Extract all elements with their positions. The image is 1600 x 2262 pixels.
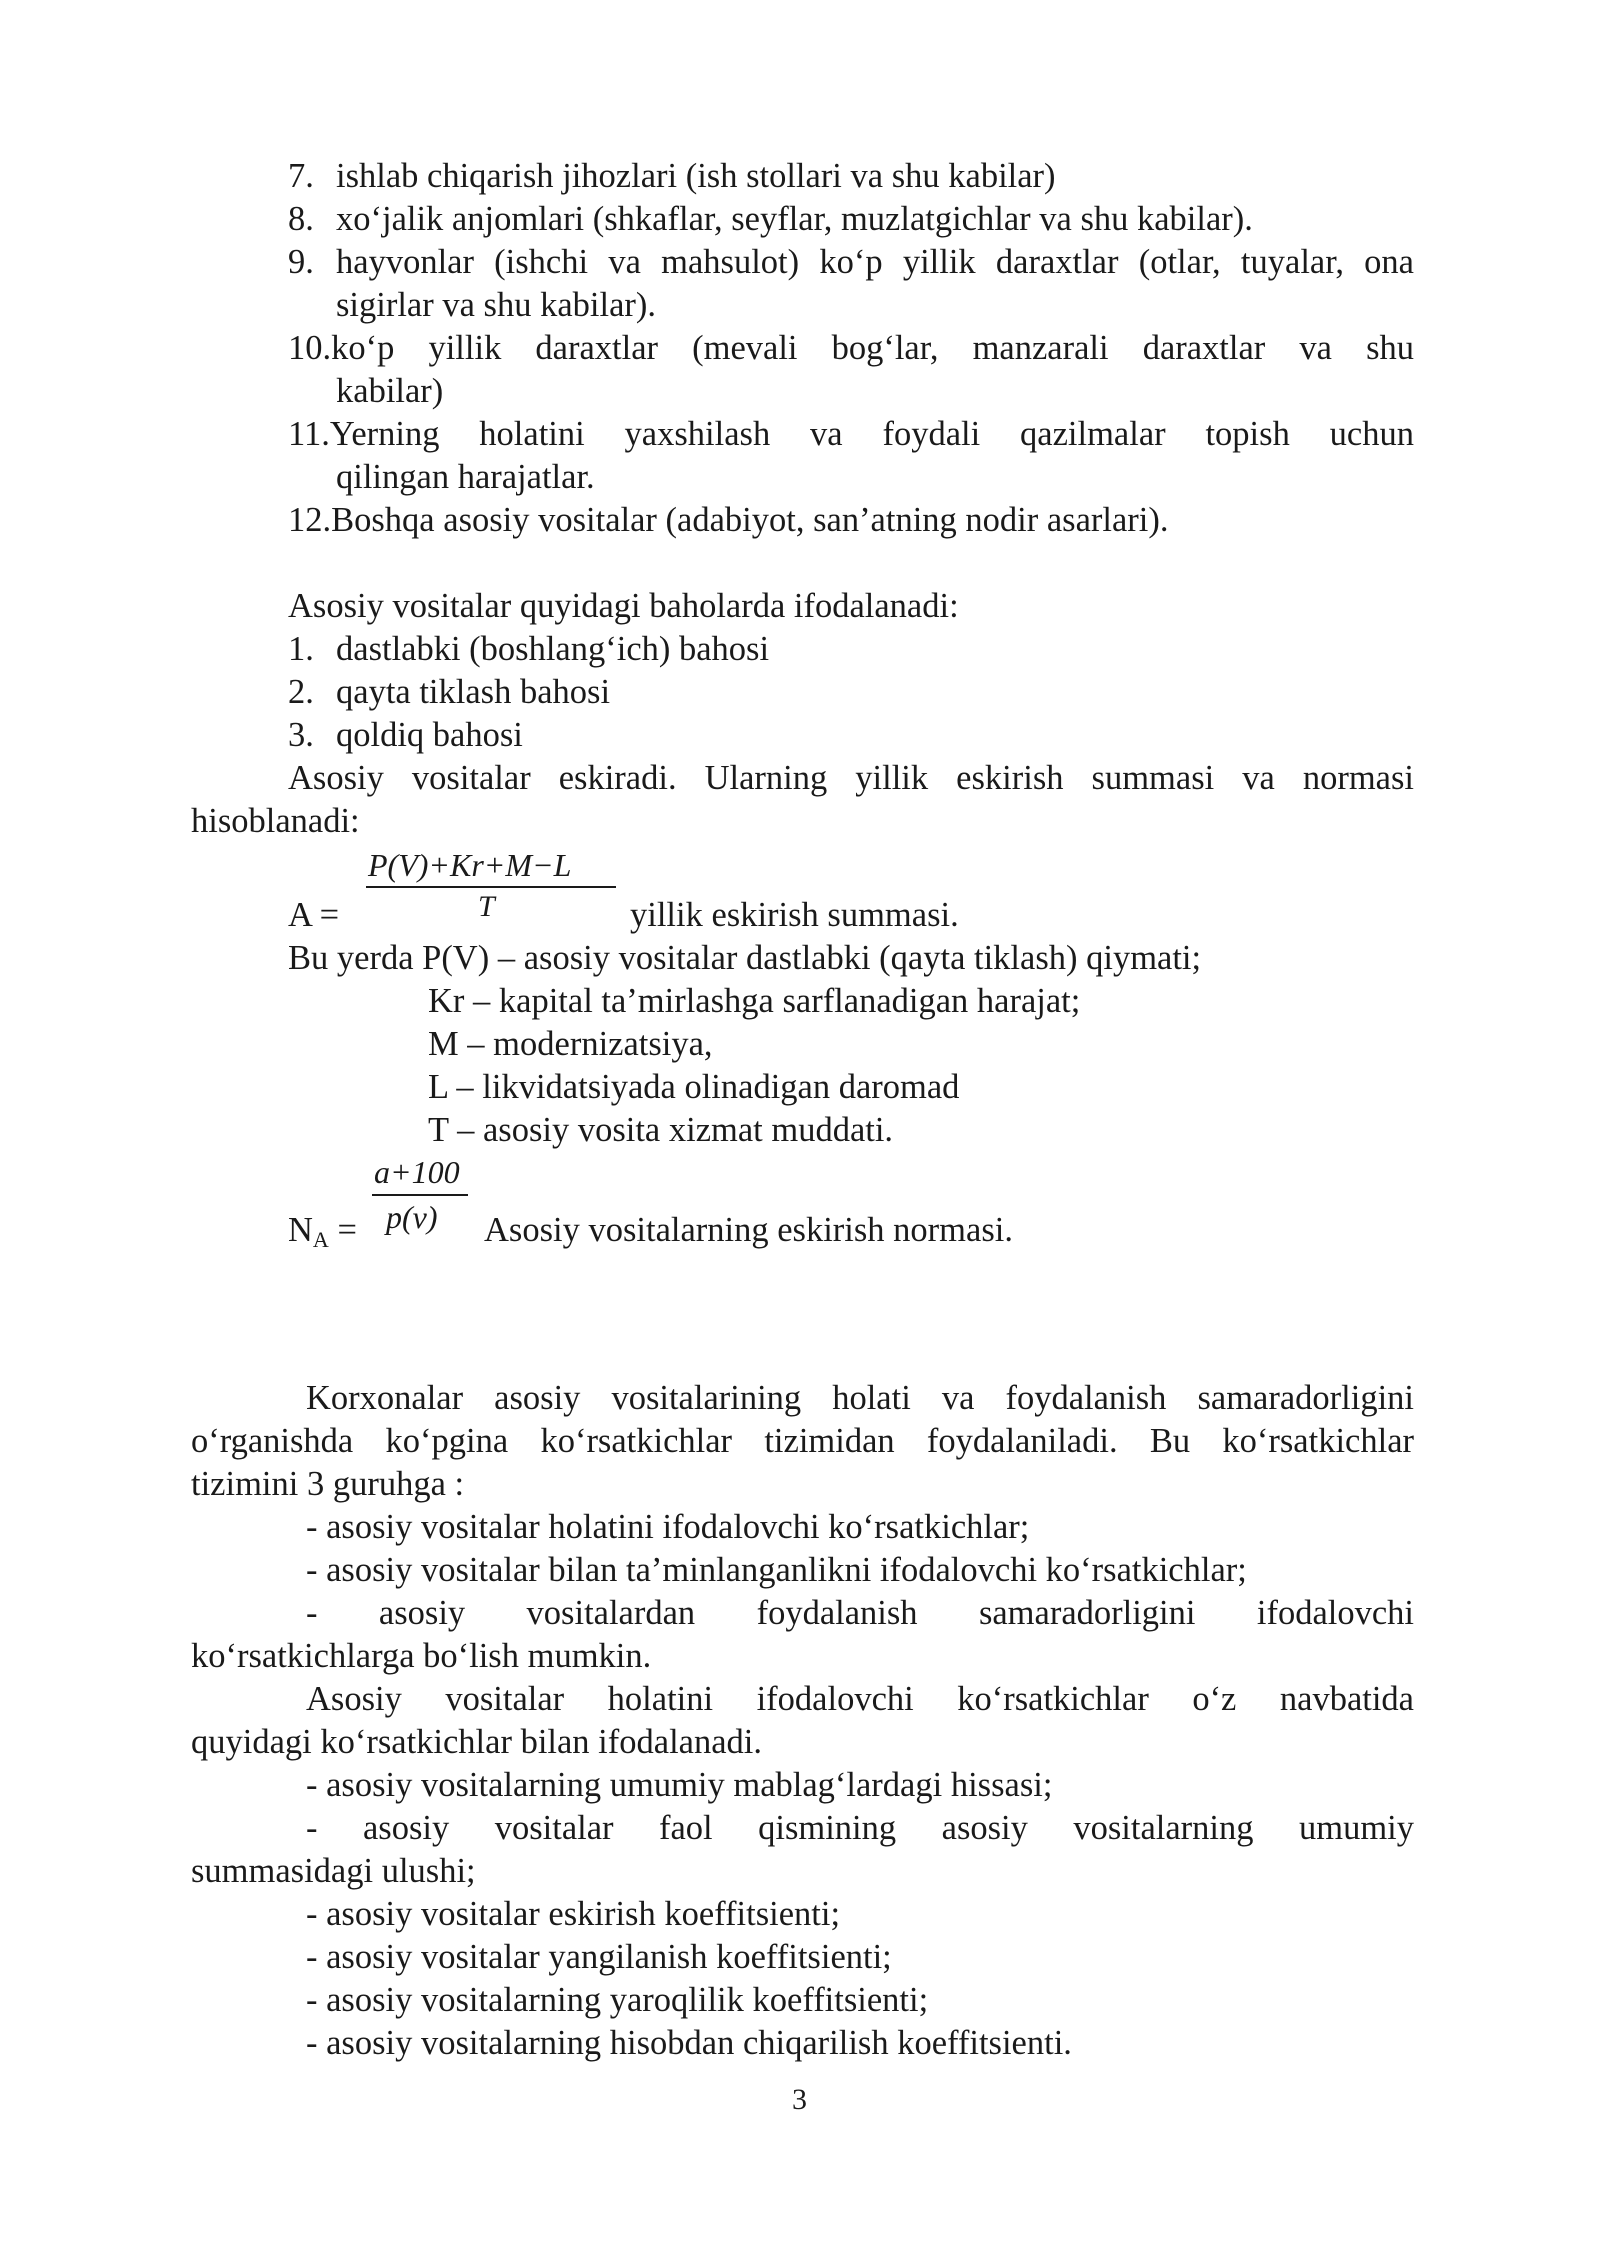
list-item: 9. hayvonlar (ishchi va mahsulot) ko‘p yillik daraxtlar (otlar, tuyalar, ona [288, 243, 1414, 281]
list-item-continuation: summasidagi ulushi; [191, 1852, 476, 1890]
list-item: - asosiy vositalar eskirish koeffitsienti; [306, 1895, 841, 1933]
list-item: - asosiy vositalarning umumiy mablag‘lardagi hissasi; [306, 1766, 1053, 1804]
list-item: 10.ko‘p yillik daraxtlar (mevali bog‘lar, manzarali daraxtlar va shu [288, 329, 1414, 367]
formula-legend-item: L – likvidatsiyada olinadigan daromad [428, 1068, 960, 1106]
formula-legend-item: M – modernizatsiya, [428, 1025, 713, 1063]
page-number: 3 [792, 2083, 807, 2116]
list-item-continuation: sigirlar va shu kabilar). [336, 286, 656, 324]
list-item: 11.Yerning holatini yaxshilash va foydali qazilmalar topish uchun [288, 415, 1414, 453]
list-item: - asosiy vositalarning yaroqlilik koeffitsienti; [306, 1981, 929, 2019]
paragraph-baholar-intro: Asosiy vositalar quyidagi baholarda ifodalanadi: [288, 587, 959, 625]
formula-numerator: a+100 [374, 1154, 460, 1190]
list-item: 12.Boshqa asosiy vositalar (adabiyot, san’atning nodir asarlari). [288, 501, 1169, 539]
list-item: 8. xo‘jalik anjomlari (shkaflar, seyflar, muzlatgichlar va shu kabilar). [288, 200, 1253, 238]
formula-lhs: A = [288, 896, 340, 934]
list-item: - asosiy vositalar bilan ta’minlanganlikni ifodalovchi ko‘rsatkichlar; [306, 1551, 1247, 1589]
list-item-continuation: qilingan harajatlar. [336, 458, 595, 496]
fraction-line [366, 886, 616, 888]
formula-legend-item: T – asosiy vosita xizmat muddati. [428, 1111, 894, 1149]
formula-legend-intro: Bu yerda P(V) – asosiy vositalar dastlabki (qayta tiklash) qiymati; [288, 939, 1202, 977]
formula-legend-item: Kr – kapital ta’mirlashga sarflanadigan harajat; [428, 982, 1081, 1020]
list-item-continuation: ko‘rsatkichlarga bo‘lish mumkin. [191, 1637, 652, 1675]
list-item: 1. dastlabki (boshlang‘ich) bahosi [288, 630, 770, 668]
paragraph-korxona: o‘rganishda ko‘pgina ko‘rsatkichlar tizimidan foydalaniladi. Bu ko‘rsatkichlar [191, 1422, 1414, 1460]
list-item: - asosiy vositalardan foydalanish samaradorligini ifodalovchi [306, 1594, 1414, 1632]
formula-denominator: p(v) [386, 1199, 438, 1235]
fraction-line [372, 1194, 468, 1196]
paragraph-eskirish-cont: hisoblanadi: [191, 802, 360, 840]
list-item: - asosiy vositalar faol qismining asosiy vositalarning umumiy [306, 1809, 1414, 1847]
formula-caption: Asosiy vositalarning eskirish normasi. [484, 1211, 1013, 1249]
paragraph-holat: Asosiy vositalar holatini ifodalovchi ko‘rsatkichlar o‘z navbatida [306, 1680, 1414, 1718]
formula-lhs: $N_A$ = [288, 1211, 357, 1252]
list-item: - asosiy vositalarning hisobdan chiqarilish koeffitsienti. [306, 2024, 1072, 2062]
formula-numerator: P(V)+Kr+M−L [368, 847, 572, 883]
list-item: 3. qoldiq bahosi [288, 716, 523, 754]
list-item: 7. ishlab chiqarish jihozlari (ish stollari va shu kabilar) [288, 157, 1056, 195]
paragraph-korxona: tizimini 3 guruhga : [191, 1465, 465, 1503]
paragraph-korxona: Korxonalar asosiy vositalarining holati va foydalanish samaradorligini [306, 1379, 1414, 1417]
formula-caption: yillik eskirish summasi. [630, 896, 959, 934]
formula-denominator: T [478, 890, 495, 923]
list-item: 2. qayta tiklash bahosi [288, 673, 611, 711]
list-item: - asosiy vositalar holatini ifodalovchi ko‘rsatkichlar; [306, 1508, 1030, 1546]
paragraph-eskirish: Asosiy vositalar eskiradi. Ularning yillik eskirish summasi va normasi [288, 759, 1414, 797]
paragraph-holat: quyidagi ko‘rsatkichlar bilan ifodalanadi. [191, 1723, 762, 1761]
list-item: - asosiy vositalar yangilanish koeffitsienti; [306, 1938, 892, 1976]
list-item-continuation: kabilar) [336, 372, 444, 410]
